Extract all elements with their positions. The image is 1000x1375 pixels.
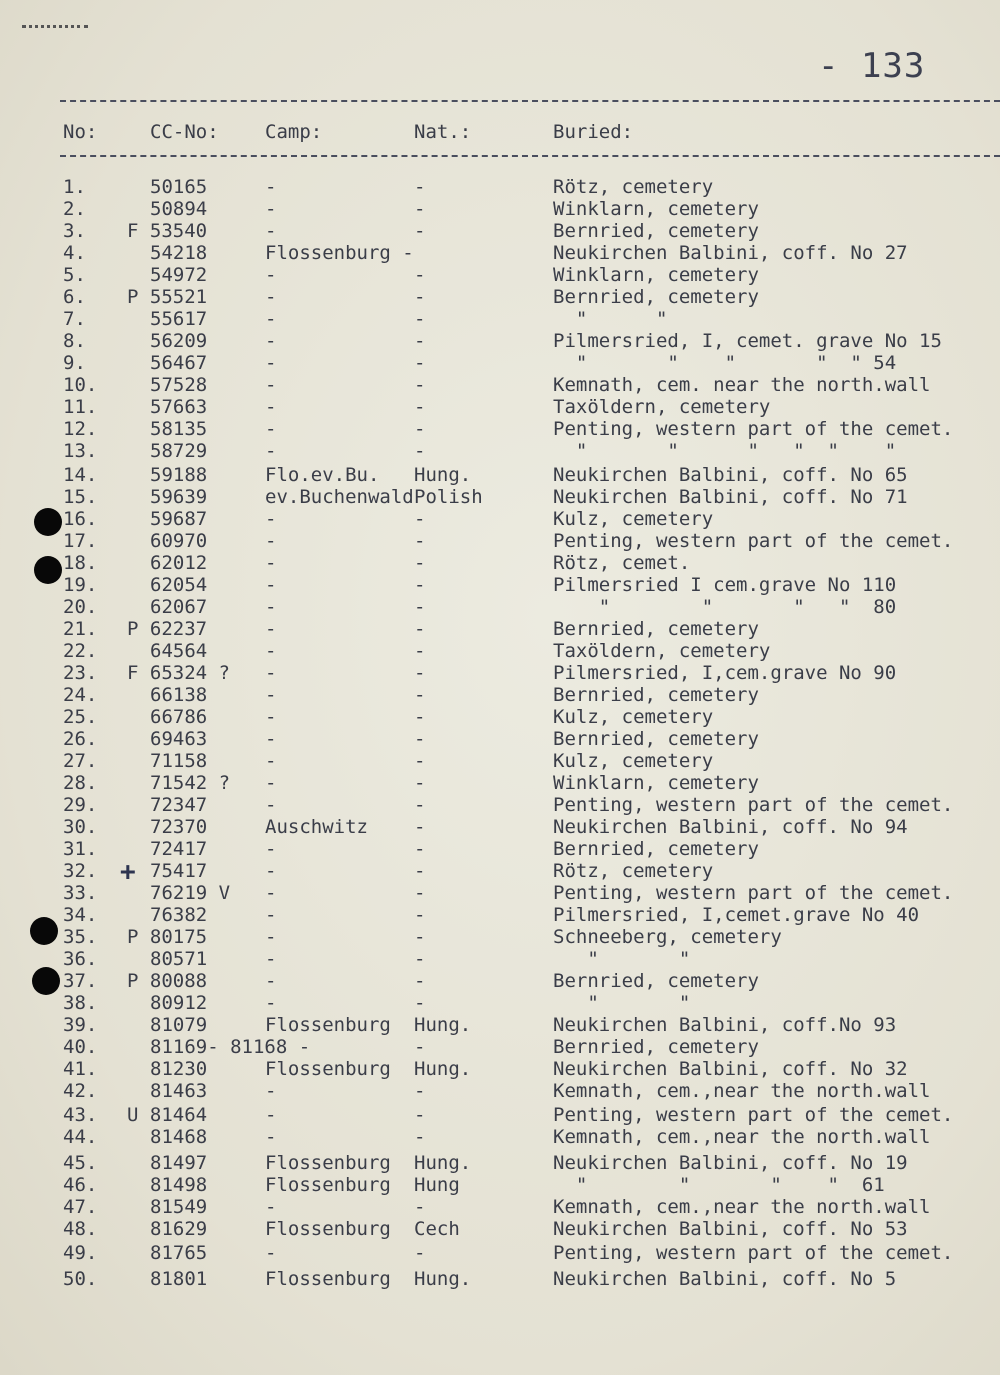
row-buried: Pilmersried, I,cemet.grave No 40: [553, 904, 920, 926]
row-nationality: -: [414, 220, 426, 242]
row-camp: -: [265, 574, 277, 596]
row-nationality: Hung: [414, 1174, 460, 1196]
row-nationality: -: [414, 860, 426, 882]
row-number: 26.: [63, 728, 98, 750]
row-cc-number: 81498: [150, 1174, 208, 1196]
row-nationality: -: [414, 286, 426, 308]
row-cc-number: 66138: [150, 684, 208, 706]
row-camp: -: [265, 970, 277, 992]
punch-hole: [30, 917, 58, 945]
row-buried: Kemnath, cem. near the north.wall: [553, 374, 931, 396]
row-camp: -: [265, 904, 277, 926]
header-buried: Buried:: [553, 121, 634, 143]
row-buried: Schneeberg, cemetery: [553, 926, 782, 948]
row-buried: " " " " " ": [553, 440, 897, 462]
row-buried: Bernried, cemetery: [553, 220, 759, 242]
row-camp: -: [265, 552, 277, 574]
row-camp: -: [265, 1196, 277, 1218]
row-nationality: -: [414, 816, 426, 838]
row-number: 3.: [63, 220, 86, 242]
row-camp: -: [265, 926, 277, 948]
row-cc-number: 50894: [150, 198, 208, 220]
row-number: 37.: [63, 970, 98, 992]
row-nationality: -: [414, 418, 426, 440]
row-cc-number: 56209: [150, 330, 208, 352]
row-cc-number: 76219 V: [150, 882, 231, 904]
row-number: 28.: [63, 772, 98, 794]
row-buried: Neukirchen Balbini, coff. No 94: [553, 816, 908, 838]
top-divider: [60, 100, 1000, 102]
row-number: 47.: [63, 1196, 98, 1218]
row-nationality: -: [414, 794, 426, 816]
row-buried: Rötz, cemet.: [553, 552, 691, 574]
row-number: 44.: [63, 1126, 98, 1148]
row-cc-number: 72347: [150, 794, 208, 816]
row-buried: Penting, western part of the cemet.: [553, 794, 954, 816]
row-cc-number: 81549: [150, 1196, 208, 1218]
row-nationality: -: [414, 684, 426, 706]
row-nationality: -: [414, 992, 426, 1014]
row-nationality: -: [414, 1126, 426, 1148]
row-camp: -: [265, 750, 277, 772]
row-number: 32.: [63, 860, 98, 882]
row-camp: -: [265, 440, 277, 462]
header-camp: Camp:: [265, 121, 323, 143]
row-cc-number: 57663: [150, 396, 208, 418]
row-cc-number: 81765: [150, 1242, 208, 1264]
row-cc-number: F 53540: [127, 220, 208, 242]
row-buried: Rötz, cemetery: [553, 860, 714, 882]
row-buried: " " " " " 54: [553, 352, 897, 374]
row-camp: -: [265, 530, 277, 552]
header-nat: Nat.:: [414, 121, 472, 143]
row-nationality: -: [414, 396, 426, 418]
row-number: 18.: [63, 552, 98, 574]
row-buried: Kulz, cemetery: [553, 508, 714, 530]
row-nationality: -: [414, 330, 426, 352]
row-buried: " ": [553, 992, 691, 1014]
row-nationality: -: [414, 264, 426, 286]
row-number: 17.: [63, 530, 98, 552]
row-number: 40.: [63, 1036, 98, 1058]
row-buried: Penting, western part of the cemet.: [553, 1242, 954, 1264]
row-nationality: -: [414, 662, 426, 684]
row-number: 8.: [63, 330, 86, 352]
row-buried: Rötz, cemetery: [553, 176, 714, 198]
row-number: 19.: [63, 574, 98, 596]
row-cc-number: 59687: [150, 508, 208, 530]
row-cc-number: F 65324 ?: [127, 662, 230, 684]
row-nationality: Hung.: [414, 1014, 472, 1036]
row-cc-number: 75417: [150, 860, 208, 882]
row-buried: Pilmersried, I,cem.grave No 90: [553, 662, 897, 684]
row-camp: -: [265, 1126, 277, 1148]
row-buried: Pilmersried I cem.grave No 110: [553, 574, 897, 596]
row-camp: -: [265, 684, 277, 706]
row-buried: Taxöldern, cemetery: [553, 640, 771, 662]
row-cc-number: 71158: [150, 750, 208, 772]
row-camp: -: [265, 264, 277, 286]
row-buried: Neukirchen Balbini, coff. No 71: [553, 486, 908, 508]
punch-hole: [34, 556, 62, 584]
row-buried: " " " " 80: [553, 596, 897, 618]
row-buried: Penting, western part of the cemet.: [553, 530, 954, 552]
row-number: 21.: [63, 618, 98, 640]
row-cc-number: 72417: [150, 838, 208, 860]
row-camp: -: [265, 220, 277, 242]
row-number: 13.: [63, 440, 98, 462]
row-nationality: -: [414, 1196, 426, 1218]
row-number: 1.: [63, 176, 86, 198]
row-nationality: -: [414, 552, 426, 574]
row-number: 6.: [63, 286, 86, 308]
row-nationality: -: [414, 706, 426, 728]
row-buried: Bernried, cemetery: [553, 286, 759, 308]
row-nationality: -: [414, 530, 426, 552]
row-camp: -: [265, 618, 277, 640]
row-buried: Penting, western part of the cemet.: [553, 1104, 954, 1126]
row-cc-number: 76382: [150, 904, 208, 926]
row-nationality: -: [414, 574, 426, 596]
row-nationality: -: [414, 176, 426, 198]
row-camp: -: [265, 992, 277, 1014]
row-buried: Winklarn, cemetery: [553, 198, 759, 220]
row-buried: Kemnath, cem.,near the north.wall: [553, 1196, 931, 1218]
row-camp: Flossenburg: [265, 1268, 391, 1290]
row-number: 22.: [63, 640, 98, 662]
row-nationality: -: [414, 904, 426, 926]
row-buried: Penting, western part of the cemet.: [553, 418, 954, 440]
row-cc-number: 81497: [150, 1152, 208, 1174]
row-number: 39.: [63, 1014, 98, 1036]
row-number: 24.: [63, 684, 98, 706]
row-buried: Neukirchen Balbini, coff. No 27: [553, 242, 908, 264]
row-cc-number: P 80088: [127, 970, 208, 992]
row-number: 31.: [63, 838, 98, 860]
row-cc-number: 59188: [150, 464, 208, 486]
row-number: 46.: [63, 1174, 98, 1196]
row-nationality: -: [414, 1104, 426, 1126]
row-camp: -: [265, 508, 277, 530]
row-cc-number: 56467: [150, 352, 208, 374]
row-camp: Flossenburg: [265, 1152, 391, 1174]
row-nationality: -: [414, 750, 426, 772]
row-camp: -: [265, 286, 277, 308]
row-cc-number: 58135: [150, 418, 208, 440]
row-nationality: Hung.: [414, 1152, 472, 1174]
row-camp: -: [265, 596, 277, 618]
row-cc-number: 80912: [150, 992, 208, 1014]
row-number: 35.: [63, 926, 98, 948]
row-cc-number: P 55521: [127, 286, 208, 308]
row-number: 20.: [63, 596, 98, 618]
row-buried: Neukirchen Balbini, coff. No 32: [553, 1058, 908, 1080]
row-nationality: Hung.: [414, 1268, 472, 1290]
row-nationality: Polish: [414, 486, 483, 508]
row-buried: Neukirchen Balbini, coff. No 53: [553, 1218, 908, 1240]
row-number: 33.: [63, 882, 98, 904]
row-cc-number: 69463: [150, 728, 208, 750]
row-number: 45.: [63, 1152, 98, 1174]
row-buried: " ": [553, 308, 668, 330]
row-camp: -: [265, 374, 277, 396]
row-cc-number: 60970: [150, 530, 208, 552]
row-number: 29.: [63, 794, 98, 816]
row-cc-number: 81230: [150, 1058, 208, 1080]
row-nationality: Cech: [414, 1218, 460, 1240]
row-number: 43.: [63, 1104, 98, 1126]
row-cc-number: P 80175: [127, 926, 208, 948]
row-camp: -: [265, 1080, 277, 1102]
row-nationality: -: [414, 772, 426, 794]
row-number: 25.: [63, 706, 98, 728]
row-number: 23.: [63, 662, 98, 684]
header-no: No:: [63, 121, 98, 143]
row-cc-number: U 81464: [127, 1104, 208, 1126]
row-camp: -: [265, 838, 277, 860]
row-nationality: -: [414, 640, 426, 662]
row-buried: Taxöldern, cemetery: [553, 396, 771, 418]
row-cc-number: 80571: [150, 948, 208, 970]
row-nationality: -: [414, 838, 426, 860]
row-nationality: -: [414, 970, 426, 992]
row-cc-number: 64564: [150, 640, 208, 662]
row-buried: Bernried, cemetery: [553, 728, 759, 750]
row-nationality: Hung.: [414, 464, 472, 486]
row-number: 27.: [63, 750, 98, 772]
row-number: 41.: [63, 1058, 98, 1080]
row-camp: -: [265, 662, 277, 684]
row-cc-number: 81801: [150, 1268, 208, 1290]
row-number: 9.: [63, 352, 86, 374]
row-number: 2.: [63, 198, 86, 220]
row-cc-number: 81463: [150, 1080, 208, 1102]
row-number: 34.: [63, 904, 98, 926]
row-buried: Kemnath, cem.,near the north.wall: [553, 1080, 931, 1102]
row-camp: -: [265, 640, 277, 662]
row-cc-number: 62012: [150, 552, 208, 574]
row-camp: -: [265, 772, 277, 794]
row-cc-number: 59639: [150, 486, 208, 508]
row-nationality: -: [414, 882, 426, 904]
row-camp: Flossenburg: [265, 1174, 391, 1196]
row-cc-number: 62067: [150, 596, 208, 618]
row-number: 15.: [63, 486, 98, 508]
row-cc-number: 55617: [150, 308, 208, 330]
row-buried: Winklarn, cemetery: [553, 264, 759, 286]
row-camp: -: [265, 418, 277, 440]
row-nationality: -: [414, 618, 426, 640]
row-cc-number: 81079: [150, 1014, 208, 1036]
row-buried: Neukirchen Balbini, coff.No 93: [553, 1014, 897, 1036]
row-nationality: -: [414, 440, 426, 462]
row-camp: -: [265, 198, 277, 220]
header-divider: [60, 155, 1000, 157]
row-number: 12.: [63, 418, 98, 440]
row-number: 14.: [63, 464, 98, 486]
row-number: 7.: [63, 308, 86, 330]
row-number: 42.: [63, 1080, 98, 1102]
row-buried: Bernried, cemetery: [553, 970, 759, 992]
row-camp: Flossenburg: [265, 1058, 391, 1080]
row-camp: -: [265, 882, 277, 904]
row-number: 5.: [63, 264, 86, 286]
row-nationality: -: [414, 1080, 426, 1102]
row-camp: -: [265, 948, 277, 970]
row-buried: " ": [553, 948, 691, 970]
row-number: 50.: [63, 1268, 98, 1290]
row-nationality: Hung.: [414, 1058, 472, 1080]
corner-mark: [22, 25, 88, 32]
row-number: 49.: [63, 1242, 98, 1264]
row-cc-number: 72370: [150, 816, 208, 838]
header-cc-no: CC-No:: [150, 121, 219, 143]
row-number: 38.: [63, 992, 98, 1014]
row-buried: Kulz, cemetery: [553, 750, 714, 772]
punch-hole: [32, 967, 60, 995]
row-buried: Bernried, cemetery: [553, 1036, 759, 1058]
cross-mark: +: [120, 857, 136, 887]
row-camp: Flossenburg -: [265, 242, 414, 264]
row-camp: -: [265, 794, 277, 816]
row-camp: ev.Buchenwald: [265, 486, 414, 508]
row-camp: -: [265, 308, 277, 330]
row-camp: Flossenburg: [265, 1014, 391, 1036]
row-number: 10.: [63, 374, 98, 396]
row-camp: -: [265, 728, 277, 750]
row-cc-number: 81629: [150, 1218, 208, 1240]
row-buried: " " " " 61: [553, 1174, 885, 1196]
row-cc-number: 57528: [150, 374, 208, 396]
row-nationality: -: [414, 198, 426, 220]
row-number: 48.: [63, 1218, 98, 1240]
row-cc-number: 81468: [150, 1126, 208, 1148]
row-buried: Pilmersried, I, cemet. grave No 15: [553, 330, 942, 352]
row-buried: Bernried, cemetery: [553, 618, 759, 640]
row-nationality: -: [414, 1036, 426, 1058]
row-buried: Neukirchen Balbini, coff. No 5: [553, 1268, 897, 1290]
row-nationality: -: [414, 352, 426, 374]
row-camp: Flossenburg: [265, 1218, 391, 1240]
row-buried: Bernried, cemetery: [553, 838, 759, 860]
row-number: 30.: [63, 816, 98, 838]
row-cc-number: 81169- 81168 -: [150, 1036, 311, 1058]
row-nationality: -: [414, 728, 426, 750]
row-camp: -: [265, 1242, 277, 1264]
row-number: 11.: [63, 396, 98, 418]
row-cc-number: 58729: [150, 440, 208, 462]
row-buried: Penting, western part of the cemet.: [553, 882, 954, 904]
row-buried: Winklarn, cemetery: [553, 772, 759, 794]
row-buried: Neukirchen Balbini, coff. No 19: [553, 1152, 908, 1174]
row-camp: -: [265, 860, 277, 882]
row-camp: -: [265, 1104, 277, 1126]
row-nationality: -: [414, 948, 426, 970]
row-nationality: -: [414, 926, 426, 948]
row-camp: -: [265, 396, 277, 418]
row-cc-number: 54218: [150, 242, 208, 264]
row-cc-number: P 62237: [127, 618, 208, 640]
row-camp: -: [265, 330, 277, 352]
row-nationality: -: [414, 508, 426, 530]
row-cc-number: 54972: [150, 264, 208, 286]
row-nationality: -: [414, 596, 426, 618]
row-number: 4.: [63, 242, 86, 264]
row-cc-number: 62054: [150, 574, 208, 596]
row-camp: -: [265, 352, 277, 374]
row-buried: Neukirchen Balbini, coff. No 65: [553, 464, 908, 486]
row-cc-number: 66786: [150, 706, 208, 728]
row-cc-number: 50165: [150, 176, 208, 198]
row-camp: Auschwitz: [265, 816, 368, 838]
row-nationality: -: [414, 1242, 426, 1264]
row-cc-number: 71542 ?: [150, 772, 231, 794]
row-camp: -: [265, 706, 277, 728]
row-camp: Flo.ev.Bu.: [265, 464, 380, 486]
punch-hole: [34, 508, 62, 536]
row-buried: Bernried, cemetery: [553, 684, 759, 706]
row-number: 16.: [63, 508, 98, 530]
row-buried: Kemnath, cem.,near the north.wall: [553, 1126, 931, 1148]
page-number: - 133: [818, 46, 926, 86]
row-number: 36.: [63, 948, 98, 970]
row-nationality: -: [414, 308, 426, 330]
row-buried: Kulz, cemetery: [553, 706, 714, 728]
row-camp: -: [265, 176, 277, 198]
row-nationality: -: [414, 374, 426, 396]
